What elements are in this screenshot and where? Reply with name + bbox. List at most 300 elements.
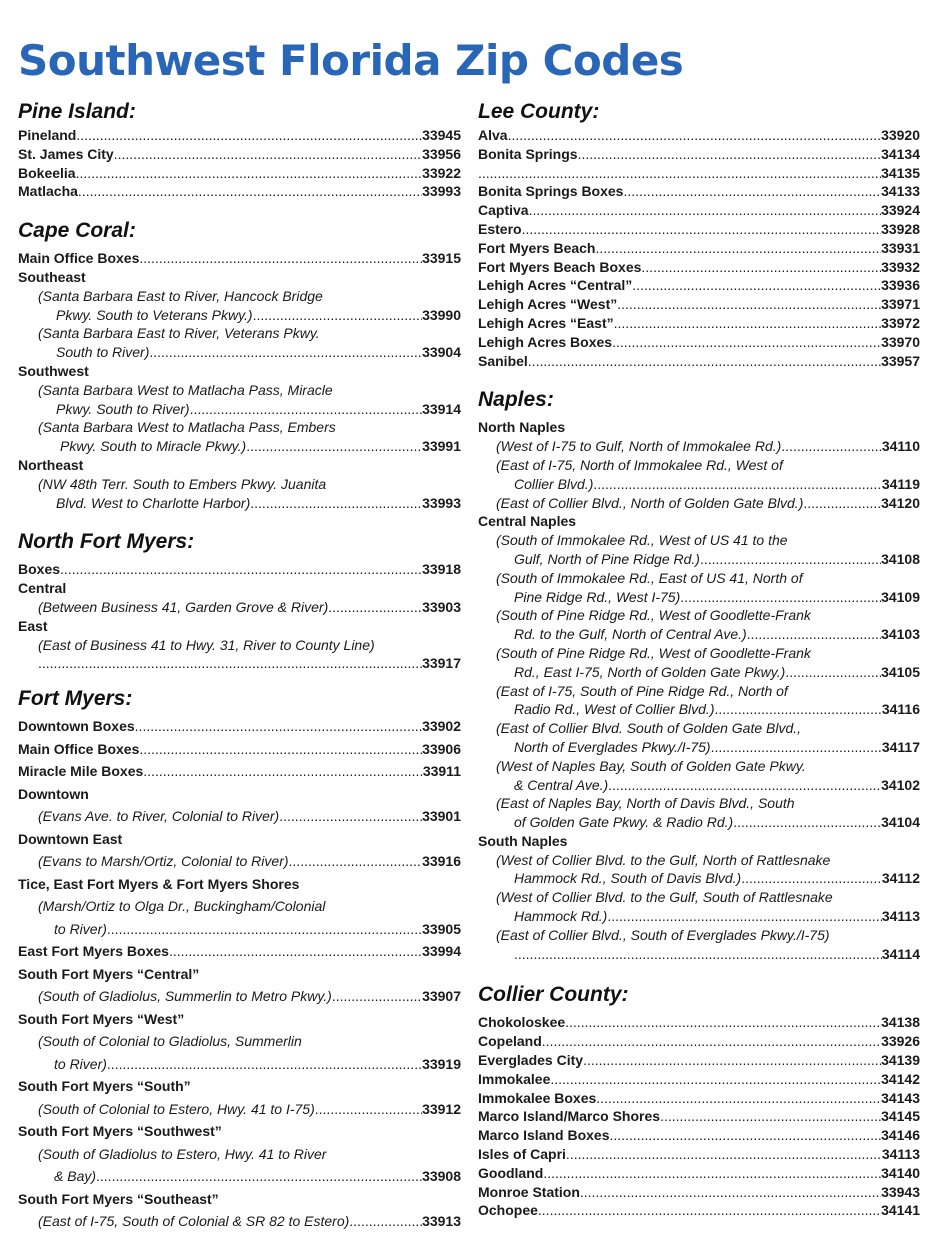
zip-code: 33903 [422,598,461,615]
place-name: Blvd. West to Charlotte Harbor) [56,494,251,511]
place-name: (South of Gladiolus, Summerlin to Metro Pkwy.) [38,988,332,1005]
zip-code: 33917 [422,655,461,672]
area-heading: South Fort Myers “Central” [18,965,200,982]
place-name: Miracle Mile Boxes [18,763,144,780]
dot-leader [279,805,422,828]
zip-entry [478,907,920,926]
zip-code: 33904 [422,344,461,361]
zip-code: 33936 [881,277,920,294]
place-name: Hammock Rd., South of Davis Blvd.) [514,870,742,887]
zip-code: 33991 [422,438,461,455]
place-name: (West of I-75 to Gulf, North of Immokalee Rd.) [496,438,782,455]
zip-entry [478,588,920,607]
zip-entry [478,475,920,494]
zip-code: 33972 [881,314,920,331]
zip-entry [478,126,920,145]
place-name: Lehigh Acres Boxes [478,333,613,350]
zip-code: 33907 [422,988,461,1005]
place-name: Bokeelia [18,164,76,181]
zip-code: 33906 [422,740,461,757]
zip-code: 33993 [422,494,461,511]
area-description: (East of I-75, South of Pine Ridge Rd., North of [496,682,788,699]
zip-entry [18,343,461,362]
zip-code: 34102 [881,776,920,793]
zip-entry [478,276,920,295]
zip-entry [18,306,461,325]
dot-leader [607,907,881,926]
place-name: Captiva [478,202,529,219]
dot-leader [143,760,423,783]
place-name: Pkwy. South to River) [56,400,190,417]
area-description: (South of Colonial to Gladiolus, Summerlin [38,1033,302,1050]
zip-entry [478,700,920,719]
zip-entry [478,550,920,569]
dot-leader [714,700,881,719]
area-heading: Northeast [18,456,84,473]
dot-leader [139,738,422,761]
dot-leader [135,715,422,738]
zip-entry [18,940,461,963]
place-name: Pine Ridge Rd., West I-75) [514,588,681,605]
area-description: (East of Collier Blvd., South of Everglades Pkwy./I-75) [496,926,830,943]
dot-leader [565,1013,881,1032]
place-name: North of Everglades Pkwy./I-75) [514,738,711,755]
section-title: North Fort Myers: [18,530,195,554]
zip-entry [478,813,920,832]
section-title: Naples: [478,388,554,412]
zip-entry [18,249,461,268]
zip-code: 33914 [422,400,461,417]
zip-section [18,98,461,201]
place-name: (East of Collier Blvd., North of Golden Gate Blvd.) [496,494,804,511]
zip-entry [478,164,920,183]
zip-entry [18,918,461,941]
dot-leader [747,625,881,644]
zip-code: 34113 [881,1146,920,1163]
zip-code: 33922 [422,164,461,181]
place-name: Bonita Springs Boxes [478,183,624,200]
place-name: Immokalee [478,1070,551,1087]
dot-leader [114,145,422,164]
dot-leader [680,588,881,607]
place-name: Main Office Boxes [18,250,140,267]
dot-leader [107,918,422,941]
place-name: Everglades City [478,1052,584,1069]
area-heading: South Fort Myers “South” [18,1078,191,1095]
dot-leader [78,182,422,201]
zip-entry [478,314,920,333]
place-name: Lehigh Acres “Central” [478,277,633,294]
zip-code: 33905 [422,920,461,937]
zip-code: 34119 [881,475,920,492]
place-name: Boxes [18,561,61,578]
place-name: Lehigh Acres “East” [478,314,614,331]
zip-entry [18,985,461,1008]
place-name: South to River) [56,344,150,361]
right-column [478,94,920,1220]
place-name: (Evans Ave. to River, Colonial to River) [38,808,280,825]
dot-leader [139,249,422,268]
place-name: Pkwy. South to Miracle Pkwy.) [60,438,247,455]
place-name: Estero [478,220,522,237]
zip-entry [18,145,461,164]
area-heading: South Fort Myers “West” [18,1010,185,1027]
zip-section [18,217,461,512]
dot-leader [550,1070,881,1089]
dot-leader [803,494,881,513]
zip-code: 34116 [881,701,920,718]
dot-leader [543,1164,881,1183]
dot-leader [617,295,881,314]
zip-entry [18,850,461,873]
place-name: (East of I-75, South of Colonial & SR 82 to Estero) [38,1213,350,1230]
area-heading: Southeast [18,268,86,285]
zip-entry [18,1165,461,1188]
zip-entry [478,494,920,513]
zip-code: 34143 [881,1089,920,1106]
area-description: (South of Pine Ridge Rd., West of Goodlette-Frank [496,607,811,624]
dot-leader [529,201,881,220]
area-heading: Southwest [18,362,89,379]
place-name: Copeland [478,1033,542,1050]
area-description: (West of Naples Bay, South of Golden Gate Pkwy. [496,757,806,774]
zip-entry [18,1210,461,1233]
zip-entry [18,738,461,761]
area-description: (Santa Barbara West to Matlacha Pass, Miracle [38,381,333,398]
zip-code: 33994 [422,943,461,960]
area-heading: Central [18,580,67,597]
place-name: Goodland [478,1164,544,1181]
area-description: (Santa Barbara East to River, Veterans Pkwy. [38,325,320,342]
left-column [18,94,461,1233]
zip-entry [18,760,461,783]
zip-code: 33971 [881,296,920,313]
zip-code: 33928 [881,220,920,237]
area-description: (West of Collier Blvd. to the Gulf, North of Rattlesnake [496,851,831,868]
zip-code: 34146 [881,1127,920,1144]
zip-code: 33913 [422,1213,461,1230]
zip-code: 33993 [422,183,461,200]
zip-code: 33920 [881,127,920,143]
zip-code: 33915 [422,250,461,267]
area-heading: Downtown [18,785,89,802]
dot-leader [76,164,422,183]
place-name: & Central Ave.) [514,776,609,793]
place-name: Matlacha [18,183,78,200]
dot-leader [612,333,881,352]
zip-code: 33916 [422,853,461,870]
zip-entry [478,1107,920,1126]
place-name: Collier Blvd.) [514,475,594,492]
area-description: (East of Naples Bay, North of Davis Blvd., South [496,795,795,812]
dot-leader [528,352,881,371]
section-title: Fort Myers: [18,687,133,711]
zip-entry [478,1145,920,1164]
zip-code: 34113 [881,908,920,925]
dot-leader [107,1053,422,1076]
dot-leader [711,738,882,757]
zip-code: 33918 [422,561,461,578]
zip-code: 34135 [881,164,920,181]
dot-leader [328,598,422,617]
dot-leader [508,126,881,145]
dot-leader [246,437,422,456]
zip-code: 33957 [881,352,920,369]
zip-code: 34141 [881,1202,920,1219]
zip-code: 34145 [881,1108,920,1125]
dot-leader [641,258,881,277]
area-description: (South of Immokalee Rd., East of US 41, North of [496,569,803,586]
place-name: Fort Myers Beach Boxes [478,258,642,275]
place-name: Radio Rd., West of Collier Blvd.) [514,701,715,718]
zip-entry [18,437,461,456]
area-description: (East of Business 41 to Hwy. 31, River to County Line) [38,636,375,653]
page-title: Southwest Florida Zip Codes [18,36,684,85]
zip-code: 33924 [881,202,920,219]
place-name: Gulf, North of Pine Ridge Rd.) [514,550,700,567]
zip-entry [478,182,920,201]
zip-entry [478,145,920,164]
dot-leader [522,220,881,239]
area-description: (East of Collier Blvd. South of Golden Gate Blvd., [496,720,802,737]
dot-leader [96,1165,422,1188]
area-heading: South Fort Myers “Southwest” [18,1123,222,1140]
zip-code: 34114 [881,945,920,962]
place-name: Alva [478,127,508,143]
dot-leader [76,126,422,145]
zip-entry [478,201,920,220]
zip-entry [478,258,920,277]
zip-code: 34110 [881,438,920,455]
place-name: Lehigh Acres “West” [478,296,618,313]
place-name: Marco Island/Marco Shores [478,1108,661,1125]
zip-code: 33945 [422,127,461,143]
zip-code: 33943 [881,1183,920,1200]
zip-entry [478,1070,920,1089]
place-name: Pineland [18,127,77,143]
dot-leader [580,1183,881,1202]
dot-leader [610,1126,882,1145]
zip-entry [478,220,920,239]
dot-leader [566,1145,882,1164]
dot-leader [608,776,881,795]
area-description: (Marsh/Ortiz to Olga Dr., Buckingham/Colonial [38,898,326,915]
area-description: (Santa Barbara West to Matlacha Pass, Embers [38,419,336,436]
zip-entry [18,182,461,201]
dot-leader [332,985,422,1008]
dot-leader [542,1032,881,1051]
dot-leader [190,400,423,419]
dot-leader [478,164,881,183]
zip-code: 34139 [881,1052,920,1069]
dot-leader [250,494,422,513]
zip-code: 34104 [881,814,920,831]
zip-code: 34142 [881,1070,920,1087]
place-name: Fort Myers Beach [478,239,596,256]
dot-leader [149,343,422,362]
area-heading: East [18,617,48,634]
area-heading: North Naples [478,419,566,436]
zip-code: 33919 [422,1055,461,1072]
zip-entry [478,239,920,258]
place-name: Main Office Boxes [18,740,140,757]
dot-leader [781,437,882,456]
dot-leader [593,475,881,494]
zip-entry [18,560,461,579]
section-title: Lee County: [478,100,600,123]
section-title: Pine Island: [18,100,136,123]
area-description: (Santa Barbara East to River, Hancock Bridge [38,287,323,304]
area-description: (NW 48th Terr. South to Embers Pkwy. Juanita [38,475,327,492]
zip-code: 33970 [881,333,920,350]
dot-leader [595,239,881,258]
place-name: Sanibel [478,352,528,369]
zip-entry [478,333,920,352]
dot-leader [623,182,881,201]
area-description: (South of Immokalee Rd., West of US 41 to the [496,532,788,549]
zip-entry [478,1013,920,1032]
zip-code: 33908 [422,1168,461,1185]
place-name: Hammock Rd.) [514,908,608,925]
dot-leader [785,663,881,682]
dot-leader [253,306,422,325]
zip-code: 34112 [881,870,920,887]
zip-entry [478,1126,920,1145]
zip-entry [478,1201,920,1220]
zip-code: 33911 [422,763,461,780]
place-name: Marco Island Boxes [478,1127,610,1144]
zip-code: 34108 [881,550,920,567]
zip-code: 33902 [422,718,461,735]
place-name: to River) [54,1055,107,1072]
place-name: Immokalee Boxes [478,1089,597,1106]
zip-entry [478,437,920,456]
place-name: Monroe Station [478,1183,580,1200]
zip-entry [18,1053,461,1076]
dot-leader [632,276,881,295]
zip-section [18,685,461,1233]
dot-leader [614,314,881,333]
dot-leader [349,1210,422,1233]
place-name: & Bay) [54,1168,97,1185]
zip-code: 33926 [881,1033,920,1050]
zip-code: 34117 [881,738,920,755]
zip-code: 34134 [881,145,920,162]
dot-leader [583,1051,881,1070]
zip-section [478,981,920,1220]
zip-entry [478,738,920,757]
zip-entry [478,625,920,644]
zip-entry [478,1032,920,1051]
zip-entry [478,1164,920,1183]
area-heading: South Naples [478,832,568,849]
zip-entry [18,400,461,419]
dot-leader [733,813,881,832]
dot-leader [700,550,881,569]
zip-code: 34133 [881,183,920,200]
place-name: (South of Colonial to Estero, Hwy. 41 to I-75) [38,1100,315,1117]
place-name: (Evans to Marsh/Ortiz, Colonial to River) [38,853,289,870]
zip-code: 34105 [881,663,920,680]
place-name: Chokoloskee [478,1014,566,1031]
area-heading: Central Naples [478,513,577,530]
dot-leader [60,560,422,579]
zip-entry [478,295,920,314]
dot-leader [596,1089,881,1108]
zip-entry [478,1051,920,1070]
dot-leader [660,1107,881,1126]
place-name: Isles of Capri [478,1146,566,1163]
zip-entry [478,1183,920,1202]
zip-code: 33932 [881,258,920,275]
area-description: (South of Gladiolus to Estero, Hwy. 41 to River [38,1145,327,1162]
zip-code: 33956 [422,145,461,162]
place-name: Rd., East I-75, North of Golden Gate Pkwy.) [514,663,786,680]
zip-code: 34120 [881,494,920,511]
place-name: Downtown Boxes [18,718,135,735]
area-heading: South Fort Myers “Southeast” [18,1190,219,1207]
area-heading: Tice, East Fort Myers & Fort Myers Shores [18,875,300,892]
zip-code: 34109 [881,588,920,605]
place-name: St. James City [18,145,114,162]
zip-entry [18,805,461,828]
zip-entry [18,494,461,513]
zip-entry [478,1089,920,1108]
area-heading: Downtown East [18,830,123,847]
zip-entry [478,663,920,682]
zip-entry [18,1098,461,1121]
section-title: Cape Coral: [18,219,136,243]
zip-code: 34140 [881,1164,920,1181]
dot-leader [578,145,882,164]
dot-leader [538,1201,881,1220]
dot-leader [741,869,882,888]
zip-section [478,386,920,963]
area-description: (South of Pine Ridge Rd., West of Goodlette-Frank [496,644,811,661]
zip-entry [18,715,461,738]
zip-entry [478,352,920,371]
dot-leader [315,1098,422,1121]
zip-code: 34138 [881,1014,920,1031]
zip-entry [478,869,920,888]
zip-entry [478,945,920,964]
dot-leader [514,945,882,964]
zip-code: 33912 [422,1100,461,1117]
area-description: (East of I-75, North of Immokalee Rd., West of [496,456,783,473]
place-name: of Golden Gate Pkwy. & Radio Rd.) [514,814,734,831]
zip-entry [18,164,461,183]
place-name: Pkwy. South to Veterans Pkwy.) [56,306,253,323]
zip-code: 33901 [422,808,461,825]
zip-code: 34103 [881,626,920,643]
dot-leader [38,654,422,673]
place-name: Bonita Springs [478,145,578,162]
dot-leader [169,940,422,963]
zip-entry [18,126,461,145]
zip-section [18,528,461,673]
zip-entry [18,598,461,617]
place-name: Ochopee [478,1202,538,1219]
zip-code: 33990 [422,306,461,323]
place-name: East Fort Myers Boxes [18,943,169,960]
section-title: Collier County: [478,983,629,1007]
area-description: (West of Collier Blvd. to the Gulf, South of Rattlesnake [496,889,833,906]
dot-leader [289,850,423,873]
place-name: (Between Business 41, Garden Grove & River) [38,598,329,615]
zip-section [478,98,920,370]
zip-code: 33931 [881,239,920,256]
place-name: Rd. to the Gulf, North of Central Ave.) [514,626,747,643]
